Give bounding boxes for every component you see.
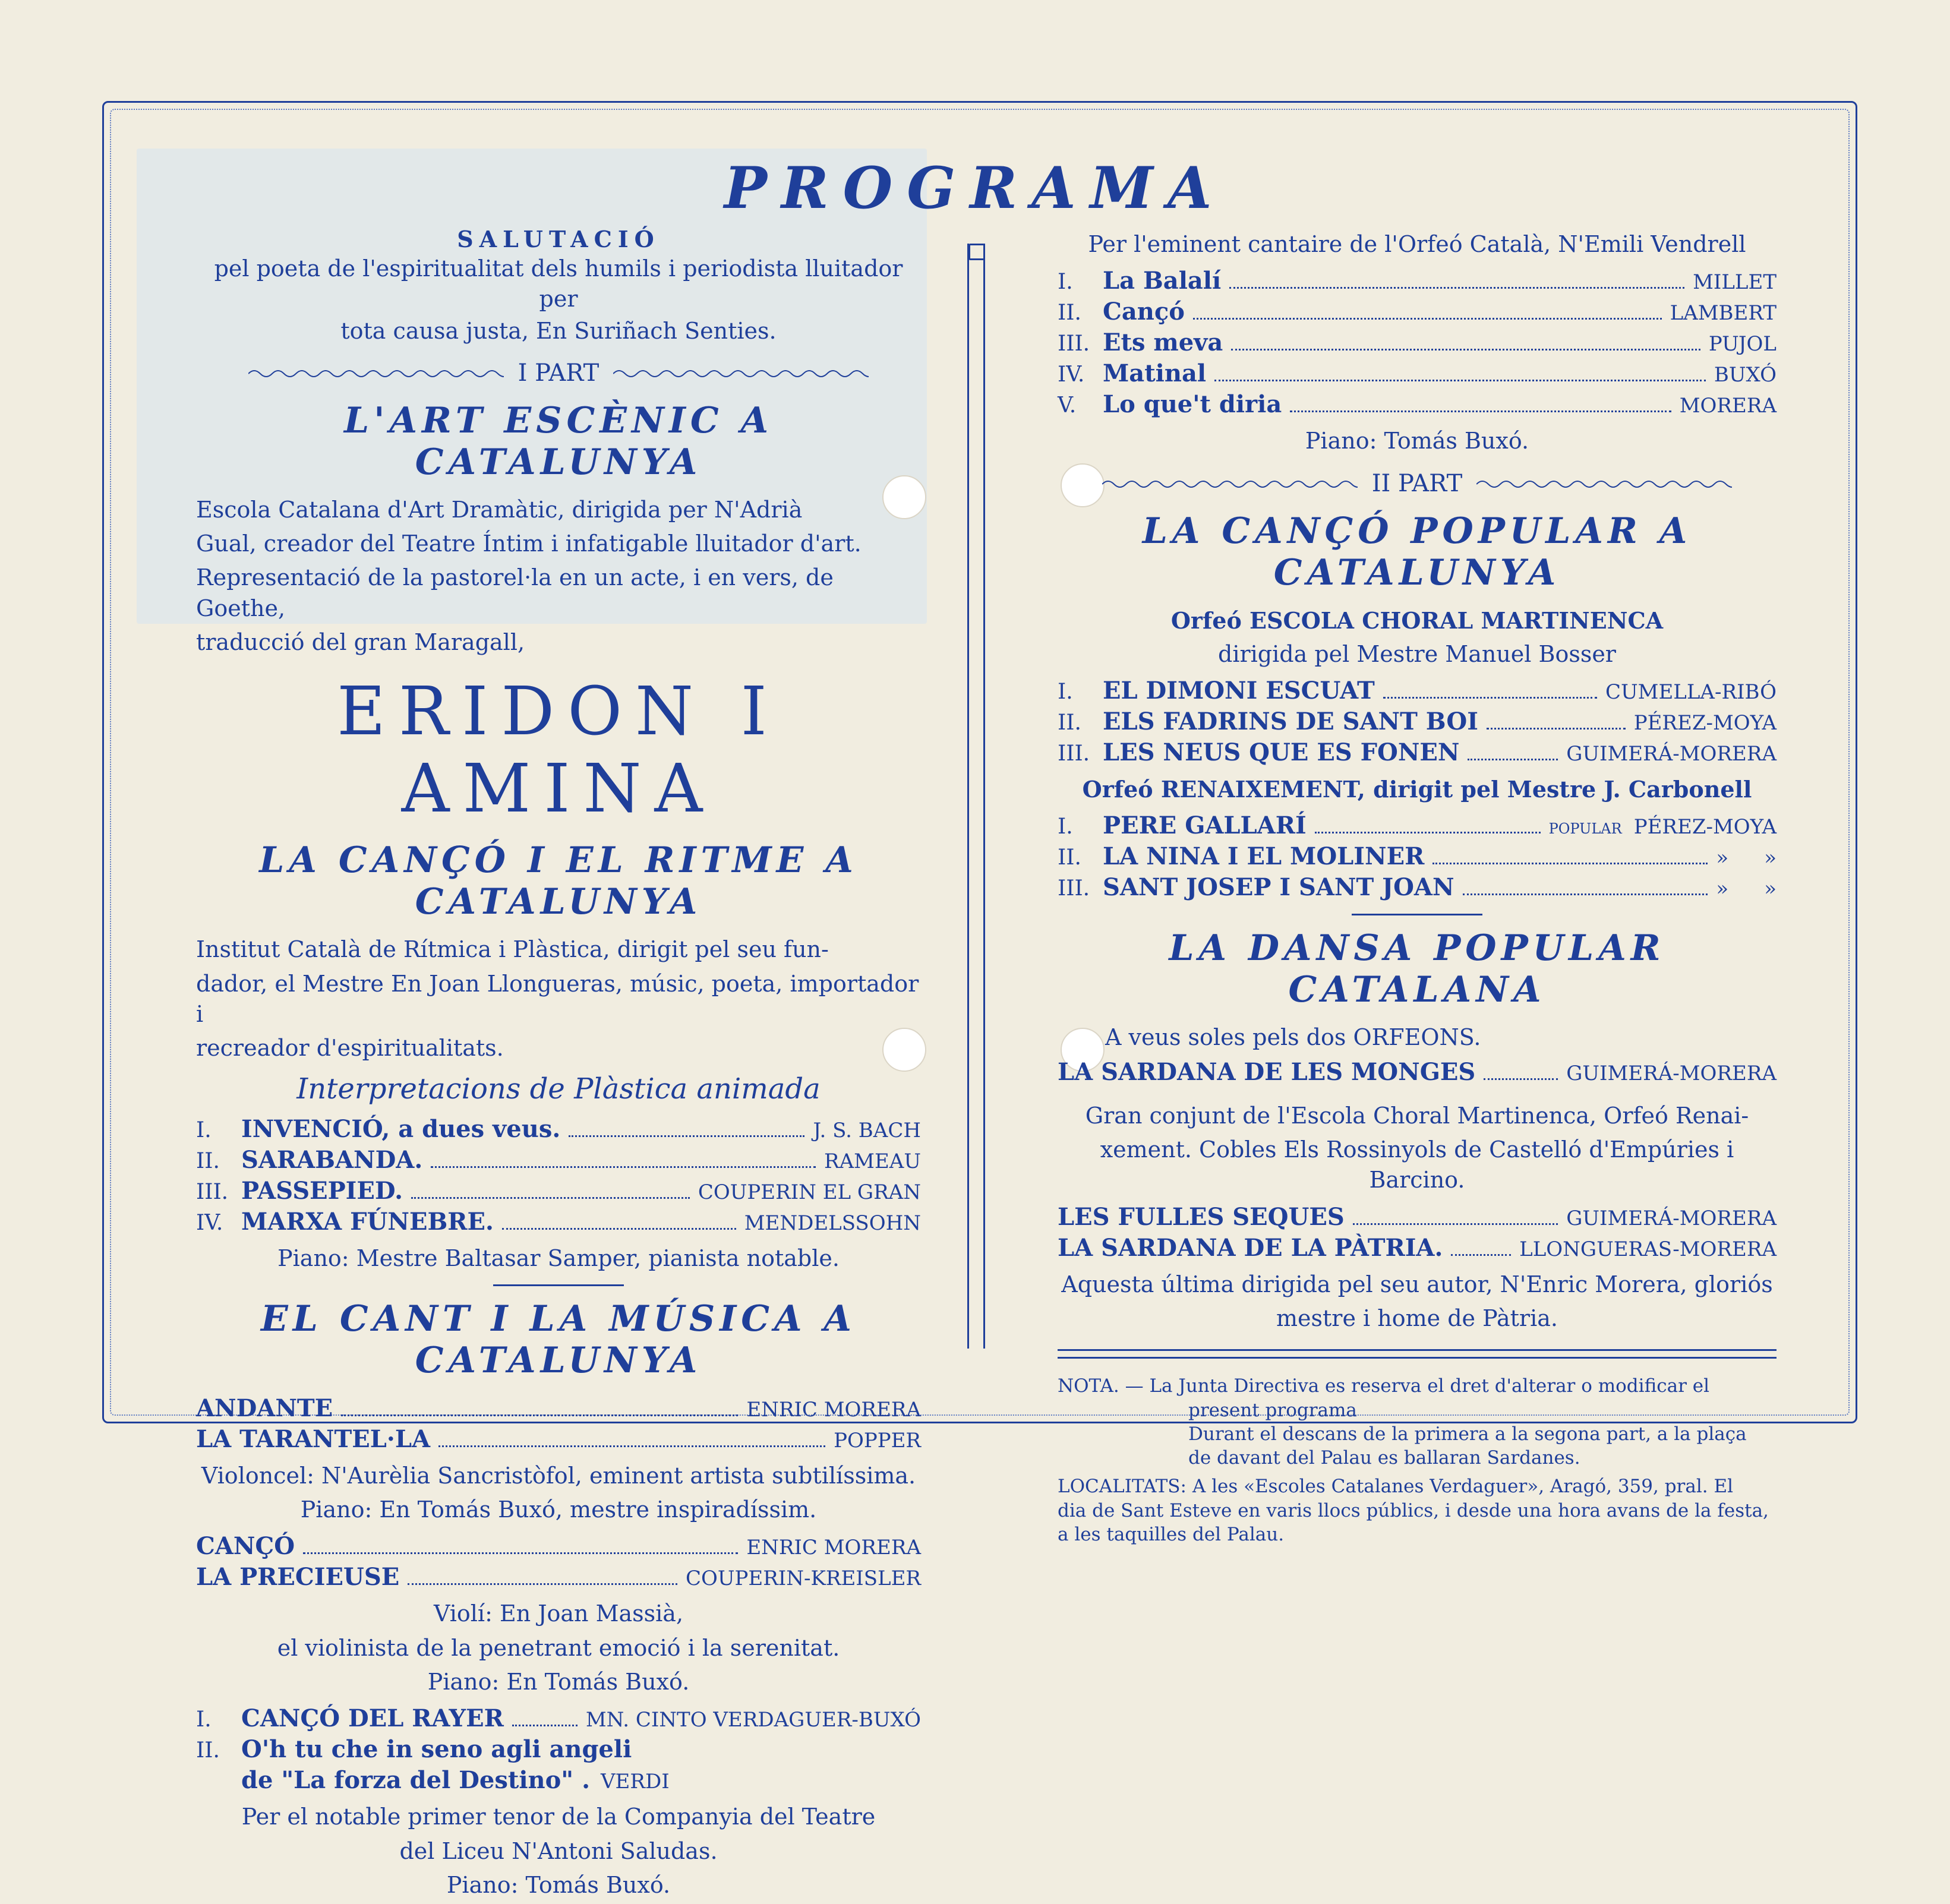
item-composer: COUPERIN EL GRAN xyxy=(698,1180,921,1204)
item-arranger: » xyxy=(1716,877,1729,901)
wave-ornament-icon xyxy=(1102,478,1358,489)
item-number: IV. xyxy=(196,1210,223,1235)
wave-ornament-icon xyxy=(1476,478,1732,489)
item-composer: LLONGUERAS-MORERA xyxy=(1519,1237,1777,1261)
leader-dots xyxy=(1432,863,1708,864)
list-item xyxy=(1058,675,1777,706)
item-composer: PÉREZ-MOYA xyxy=(1633,815,1777,839)
item-composer: PÉREZ-MOYA xyxy=(1633,711,1777,735)
item-arranger: » xyxy=(1716,846,1729,870)
list-item xyxy=(196,1531,921,1562)
page-title: PROGRAMA xyxy=(724,154,1226,222)
left-column xyxy=(196,226,921,1904)
nota-line: NOTA. — La Junta Directiva es reserva el dret d'alterar o modificar el xyxy=(1058,1375,1710,1397)
item-title: CANÇÓ DEL RAYER xyxy=(241,1704,504,1733)
spine-ornament-icon xyxy=(968,244,985,260)
item-title: Lo que't diria xyxy=(1103,390,1282,419)
orfeo-name: Orfeó ESCOLA CHORAL MARTINENCA xyxy=(1170,607,1664,634)
list-item xyxy=(196,1145,921,1176)
item-number: III. xyxy=(1058,741,1090,766)
item-title: Matinal xyxy=(1103,359,1207,388)
item-number: I. xyxy=(1058,270,1073,295)
program-list xyxy=(1058,810,1777,903)
leader-dots xyxy=(512,1725,578,1726)
play-title: ERIDON I AMINA xyxy=(337,673,780,828)
program-list xyxy=(196,1393,921,1455)
list-item xyxy=(196,1207,921,1237)
leader-dots xyxy=(1193,318,1662,320)
item-number: III. xyxy=(1058,331,1090,356)
item-title: CANÇÓ xyxy=(196,1532,295,1561)
item-title: LA PRECIEUSE xyxy=(196,1563,400,1592)
list-item xyxy=(1058,389,1777,420)
item-title: LA SARDANA DE LA PÀTRIA. xyxy=(1058,1233,1443,1262)
nota-line: de davant del Palau es ballaran Sardanes. xyxy=(1188,1447,1580,1469)
item-composer: LAMBERT xyxy=(1670,301,1777,326)
item-composer: MORERA xyxy=(1679,394,1777,418)
list-item xyxy=(196,1703,921,1734)
leader-dots xyxy=(1353,1223,1558,1225)
item-title: SARABANDA. xyxy=(241,1145,423,1174)
item-composer: COUPERIN-KREISLER xyxy=(685,1567,921,1591)
piano-credit: Piano: En Tomás Buxó, mestre inspiradíssim. xyxy=(300,1496,817,1523)
list-item xyxy=(1058,872,1777,903)
section-title: LA CANÇÓ I EL RITME A CATALUNYA xyxy=(259,839,858,923)
item-composer: GUIMERÁ-MORERA xyxy=(1566,742,1777,766)
item-composer: MILLET xyxy=(1693,270,1777,295)
localitats-line: a les taquilles del Palau. xyxy=(1058,1524,1285,1546)
item-title: SANT JOSEP I SANT JOAN xyxy=(1103,873,1454,902)
item-title: LA NINA I EL MOLINER xyxy=(1103,842,1425,871)
item-composer: MN. CINTO VERDAGUER-BUXÓ xyxy=(585,1708,921,1732)
list-item xyxy=(1058,706,1777,737)
list-item xyxy=(1058,1202,1777,1233)
list-item xyxy=(196,1114,921,1145)
item-composer: J. S. BACH xyxy=(813,1118,921,1142)
text-line: traducció del gran Maragall, xyxy=(196,629,525,656)
item-composer: RAMEAU xyxy=(824,1149,921,1173)
part-divider xyxy=(196,359,921,387)
piano-credit: Piano: Tomás Buxó. xyxy=(1305,428,1529,454)
right-column xyxy=(1058,226,1777,1546)
leader-dots xyxy=(1214,380,1706,381)
nota-line: Durant el descans de la primera a la segona part, a la plaça xyxy=(1188,1423,1747,1445)
item-title: ANDANTE xyxy=(196,1394,333,1422)
leader-dots xyxy=(1231,349,1700,351)
part-label: I PART xyxy=(518,359,599,387)
nota xyxy=(1058,1374,1777,1546)
item-composer: ENRIC MORERA xyxy=(746,1397,921,1422)
double-rule-divider xyxy=(1058,1349,1777,1359)
list-item xyxy=(196,1176,921,1207)
performer-credit: Violí: En Joan Massià, xyxy=(433,1600,684,1627)
leader-dots xyxy=(1463,893,1708,895)
leader-dots xyxy=(1229,287,1684,289)
program-list xyxy=(1058,675,1777,768)
item-title: Cançó xyxy=(1103,298,1185,326)
text-line: Escola Catalana d'Art Dramàtic, dirigida per N'Adrià xyxy=(196,496,803,523)
list-item xyxy=(1058,737,1777,768)
item-number: III. xyxy=(1058,876,1090,901)
item-title: Ets meva xyxy=(1103,329,1223,357)
item-number: III. xyxy=(196,1179,229,1204)
nota-line: present programa xyxy=(1188,1399,1357,1421)
leader-dots xyxy=(1468,759,1558,760)
item-number: II. xyxy=(196,1148,220,1173)
program-list xyxy=(196,1114,921,1237)
item-title: LA TARANTEL·LA xyxy=(196,1425,431,1453)
item-title: PASSEPIED. xyxy=(241,1176,403,1205)
item-number: I. xyxy=(196,1707,212,1732)
item-number: II. xyxy=(1058,845,1081,870)
leader-dots xyxy=(438,1445,825,1447)
conjunt-line: Gran conjunt de l'Escola Choral Martinenca, Orfeó Renai- xyxy=(1085,1102,1749,1129)
text-line: dador, el Mestre En Joan Llongueras, músic, poeta, importador i xyxy=(196,970,919,1027)
vendrell-intro: Per l'eminent cantaire de l'Orfeó Català, N'Emili Vendrell xyxy=(1088,231,1746,257)
item-title: O'h tu che in seno agli angeli xyxy=(241,1735,632,1764)
item-composer: BUXÓ xyxy=(1714,363,1777,387)
item-composer: POPPER xyxy=(834,1428,921,1453)
item-composer: ENRIC MORERA xyxy=(746,1536,921,1560)
item-title: LA SARDANA DE LES MONGES xyxy=(1058,1057,1476,1086)
item-number: IV. xyxy=(1058,362,1085,387)
section-title: L'ART ESCÈNIC A CATALUNYA xyxy=(343,399,774,483)
list-item xyxy=(1058,327,1777,358)
item-number: I. xyxy=(1058,680,1073,705)
orfeo-name: Orfeó RENAIXEMENT, dirigit pel Mestre J. Carbonell xyxy=(1082,776,1752,803)
leader-dots xyxy=(1383,697,1597,699)
item-number: I. xyxy=(196,1117,212,1142)
item-title: EL DIMONI ESCUAT xyxy=(1103,677,1375,705)
list-item xyxy=(1058,296,1777,327)
item-title: PERE GALLARÍ xyxy=(1103,812,1307,840)
dansa-intro: A veus soles pels dos ORFEONS. xyxy=(1105,1024,1481,1051)
item-title: ELS FADRINS DE SANT BOI xyxy=(1103,708,1478,736)
text-line: Representació de la pastorel·la en un acte, i en vers, de Goethe, xyxy=(196,564,834,621)
localitats-line: dia de Sant Esteve en varis llocs públics, i desde una hora avans de la festa, xyxy=(1058,1499,1769,1521)
orfeo-director: dirigida pel Mestre Manuel Bosser xyxy=(1218,640,1616,667)
section-title: LA CANÇÓ POPULAR A CATALUNYA xyxy=(1142,510,1692,593)
subtitle: Interpretacions de Plàstica animada xyxy=(296,1072,821,1106)
item-title: La Balalí xyxy=(1103,267,1222,295)
list-item xyxy=(1058,810,1777,841)
item-number: II. xyxy=(196,1738,220,1763)
leader-dots xyxy=(1315,832,1541,833)
leader-dots xyxy=(1484,1078,1558,1080)
item-number: V. xyxy=(1058,393,1077,418)
item-composer: GUIMERÁ-MORERA xyxy=(1566,1206,1777,1230)
piano-credit: Piano: Tomás Buxó. xyxy=(446,1871,671,1898)
wave-ornament-icon xyxy=(613,368,869,378)
list-item xyxy=(1058,1233,1777,1264)
text-line: recreador d'espiritualitats. xyxy=(196,1035,504,1062)
section-title: EL CANT I LA MÚSICA A CATALUNYA xyxy=(261,1297,856,1381)
list-item xyxy=(1058,1057,1777,1088)
leader-dots xyxy=(431,1166,816,1168)
item-number: II. xyxy=(1058,711,1081,735)
leader-dots xyxy=(408,1583,677,1585)
salutacio-line: tota causa justa, En Suriñach Senties. xyxy=(340,317,777,344)
text-line: Institut Català de Rítmica i Plàstica, dirigit pel seu fun- xyxy=(196,936,829,963)
list-item xyxy=(1058,266,1777,296)
list-item xyxy=(196,1393,921,1424)
list-item xyxy=(196,1734,921,1765)
section-separator xyxy=(1352,914,1482,915)
conjunt-line: xement. Cobles Els Rossinyols de Castelló d'Empúries i Barcino. xyxy=(1100,1136,1734,1193)
performer-credit: del Liceu N'Antoni Saludas. xyxy=(399,1837,718,1864)
piano-credit: Piano: Mestre Baltasar Samper, pianista notable. xyxy=(277,1245,840,1271)
list-item xyxy=(1058,841,1777,872)
list-item xyxy=(196,1562,921,1593)
list-item xyxy=(196,1765,921,1796)
item-title: LES NEUS QUE ES FONEN xyxy=(1103,738,1460,767)
item-number: I. xyxy=(1058,814,1073,839)
section-separator xyxy=(493,1284,624,1286)
text-line: Gual, creador del Teatre Íntim i infatigable lluitador d'art. xyxy=(196,531,862,557)
performer-credit: Violoncel: N'Aurèlia Sancristòfol, eminent artista subtilíssima. xyxy=(201,1462,916,1489)
ultima-line: Aquesta última dirigida pel seu autor, N'Enric Morera, gloriós xyxy=(1061,1271,1773,1297)
program-list xyxy=(196,1531,921,1593)
item-number: II. xyxy=(1058,301,1081,326)
ultima-line: mestre i home de Pàtria. xyxy=(1276,1305,1558,1331)
leader-dots xyxy=(341,1414,738,1416)
leader-dots xyxy=(1290,411,1671,412)
item-composer: CUMELLA-RIBÓ xyxy=(1605,680,1777,705)
item-composer: MENDELSSOHN xyxy=(744,1211,921,1235)
leader-dots xyxy=(569,1135,804,1137)
item-arranger: popular xyxy=(1548,815,1622,839)
item-composer: » xyxy=(1764,877,1777,901)
part-divider xyxy=(1058,470,1777,497)
center-fold-spine xyxy=(967,244,985,1349)
wave-ornament-icon xyxy=(248,368,504,378)
leader-dots xyxy=(1487,728,1626,730)
item-composer: GUIMERÁ-MORERA xyxy=(1566,1061,1777,1085)
salutacio-line: pel poeta de l'espiritualitat dels humils i periodista lluitador per xyxy=(214,255,903,312)
performer-credit: Per el notable primer tenor de la Companyia del Teatre xyxy=(241,1804,876,1830)
item-composer: PUJOL xyxy=(1708,332,1777,356)
program-list xyxy=(1058,266,1777,420)
list-item xyxy=(1058,358,1777,389)
localitats-line: LOCALITATS: A les «Escoles Catalanes Verdaguer», Aragó, 359, pral. El xyxy=(1058,1476,1734,1498)
leader-dots xyxy=(411,1197,690,1199)
program-list xyxy=(1058,1202,1777,1264)
leader-dots xyxy=(502,1228,736,1230)
piano-credit: Piano: En Tomás Buxó. xyxy=(427,1669,690,1695)
section-title: LA DANSA POPULAR CATALANA xyxy=(1169,927,1665,1011)
part-label: II PART xyxy=(1371,469,1463,497)
performer-credit: el violinista de la penetrant emoció i la serenitat. xyxy=(277,1634,840,1661)
leader-dots xyxy=(303,1552,738,1554)
item-composer: » xyxy=(1764,846,1777,870)
salutacio-heading: SALUTACIÓ xyxy=(457,226,660,252)
item-title: LES FULLES SEQUES xyxy=(1058,1202,1345,1231)
item-title: INVENCIÓ, a dues veus. xyxy=(241,1114,561,1143)
list-item xyxy=(196,1424,921,1455)
leader-dots xyxy=(1451,1254,1511,1256)
item-title: de "La forza del Destino" . xyxy=(241,1766,590,1795)
item-composer: VERDI xyxy=(601,1770,670,1794)
item-title: MARXA FÚNEBRE. xyxy=(241,1207,494,1236)
program-list xyxy=(196,1703,921,1796)
